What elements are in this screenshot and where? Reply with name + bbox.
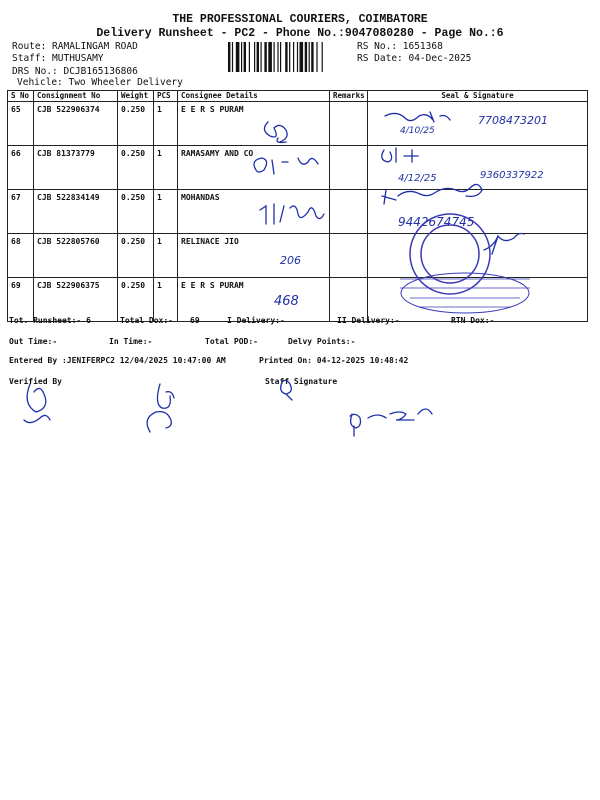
staff-signature-label: Staff Signature bbox=[265, 377, 338, 386]
runsheet-title: Delivery Runsheet - PC2 - Phone No.:9047080280 - Page No.:6 bbox=[96, 27, 504, 40]
in-time-label: In Time:- bbox=[109, 337, 153, 346]
printed-on: Printed On: 04-12-2025 10:48:42 bbox=[259, 356, 409, 365]
cell-sno: 65 bbox=[8, 102, 34, 146]
total-runsheet: Tot. Runsheet:- 6 bbox=[9, 316, 91, 325]
cell-signature bbox=[368, 278, 588, 322]
cell-weight: 0.250 bbox=[118, 234, 154, 278]
cell-pcs: 1 bbox=[154, 278, 178, 322]
col-header-consignment: Consignment No bbox=[34, 91, 118, 102]
cell-consignment: CJB 522906374 bbox=[34, 102, 118, 146]
cell-pcs: 1 bbox=[154, 102, 178, 146]
cell-consignee: E E R S PURAM bbox=[178, 278, 330, 322]
cell-remarks bbox=[330, 234, 368, 278]
cell-consignee: MOHANDAS bbox=[178, 190, 330, 234]
cell-remarks bbox=[330, 146, 368, 190]
cell-sno: 67 bbox=[8, 190, 34, 234]
col-header-pcs: PCS bbox=[154, 91, 178, 102]
cell-consignee: RELINACE JIO bbox=[178, 234, 330, 278]
cell-signature bbox=[368, 234, 588, 278]
cell-consignee: E E R S PURAM bbox=[178, 102, 330, 146]
out-time-label: Out Time:- bbox=[9, 337, 58, 346]
barcode-image bbox=[228, 42, 353, 72]
table-row bbox=[8, 190, 588, 234]
handwritten-phone-r67: 9442674745 bbox=[398, 215, 475, 229]
col-header-weight: Weight bbox=[118, 91, 154, 102]
drs-number: DRS No.: DCJB165136806 bbox=[12, 66, 138, 77]
cell-consignment: CJB 522805760 bbox=[34, 234, 118, 278]
total-dox-value: 69 bbox=[190, 316, 200, 325]
entered-by: Entered By :JENIFERPC2 12/04/2025 10:47:00 AM bbox=[9, 356, 226, 365]
rtn-dox-label: RTN Dox:- bbox=[451, 316, 495, 325]
cell-consignment: CJB 522906375 bbox=[34, 278, 118, 322]
col-header-sno: S No bbox=[8, 91, 34, 102]
ii-delivery-label: II Delivery:- bbox=[337, 316, 400, 325]
cell-pcs: 1 bbox=[154, 190, 178, 234]
total-dox-label: Total Dox:- bbox=[120, 316, 173, 325]
vehicle-label: Vehicle: Two Wheeler Delivery bbox=[17, 77, 183, 88]
handwritten-date-r66: 4/12/25 bbox=[398, 173, 437, 184]
rs-date: RS Date: 04-Dec-2025 bbox=[357, 53, 472, 64]
cell-consignment: CJB 81373779 bbox=[34, 146, 118, 190]
table-header-row bbox=[8, 91, 588, 102]
staff-signature-scribble bbox=[350, 409, 432, 436]
cell-signature bbox=[368, 102, 588, 146]
i-delivery-label: I Delivery:- bbox=[227, 316, 285, 325]
cell-weight: 0.250 bbox=[118, 278, 154, 322]
cell-remarks bbox=[330, 102, 368, 146]
cell-pcs: 1 bbox=[154, 234, 178, 278]
runsheet-table bbox=[7, 90, 588, 322]
handwritten-note-r68: 206 bbox=[280, 254, 301, 267]
col-header-seal-signature: Seal & Signature bbox=[368, 91, 588, 102]
cell-signature bbox=[368, 190, 588, 234]
cell-consignment: CJB 522834149 bbox=[34, 190, 118, 234]
cell-sno: 66 bbox=[8, 146, 34, 190]
verified-signature bbox=[147, 384, 174, 432]
cell-weight: 0.250 bbox=[118, 190, 154, 234]
handwritten-note-r69: 468 bbox=[274, 294, 299, 309]
cell-consignee: RAMASAMY AND CO bbox=[178, 146, 330, 190]
table-row bbox=[8, 102, 588, 146]
table-row bbox=[8, 278, 588, 322]
rs-number: RS No.: 1651368 bbox=[357, 41, 443, 52]
staff-label: Staff: MUTHUSAMY bbox=[12, 53, 104, 64]
handwritten-phone-r66: 9360337922 bbox=[480, 170, 544, 181]
handwritten-phone-r65: 7708473201 bbox=[478, 114, 548, 127]
col-header-remarks: Remarks bbox=[330, 91, 368, 102]
cell-weight: 0.250 bbox=[118, 102, 154, 146]
total-pod-label: Total POD:- bbox=[205, 337, 258, 346]
cell-weight: 0.250 bbox=[118, 146, 154, 190]
handwritten-date-r65: 4/10/25 bbox=[400, 126, 435, 136]
company-title: THE PROFESSIONAL COURIERS, COIMBATORE bbox=[172, 13, 428, 26]
table-row bbox=[8, 234, 588, 278]
cell-signature bbox=[368, 146, 588, 190]
delivery-points-label: Delvy Points:- bbox=[288, 337, 356, 346]
route-label: Route: RAMALINGAM ROAD bbox=[12, 41, 138, 52]
verified-signature bbox=[24, 384, 50, 423]
cell-remarks bbox=[330, 190, 368, 234]
cell-remarks bbox=[330, 278, 368, 322]
cell-sno: 69 bbox=[8, 278, 34, 322]
col-header-consignee: Consignee Details bbox=[178, 91, 330, 102]
cell-pcs: 1 bbox=[154, 146, 178, 190]
table-row bbox=[8, 146, 588, 190]
verified-by-label: Verified By bbox=[9, 377, 62, 386]
cell-sno: 68 bbox=[8, 234, 34, 278]
